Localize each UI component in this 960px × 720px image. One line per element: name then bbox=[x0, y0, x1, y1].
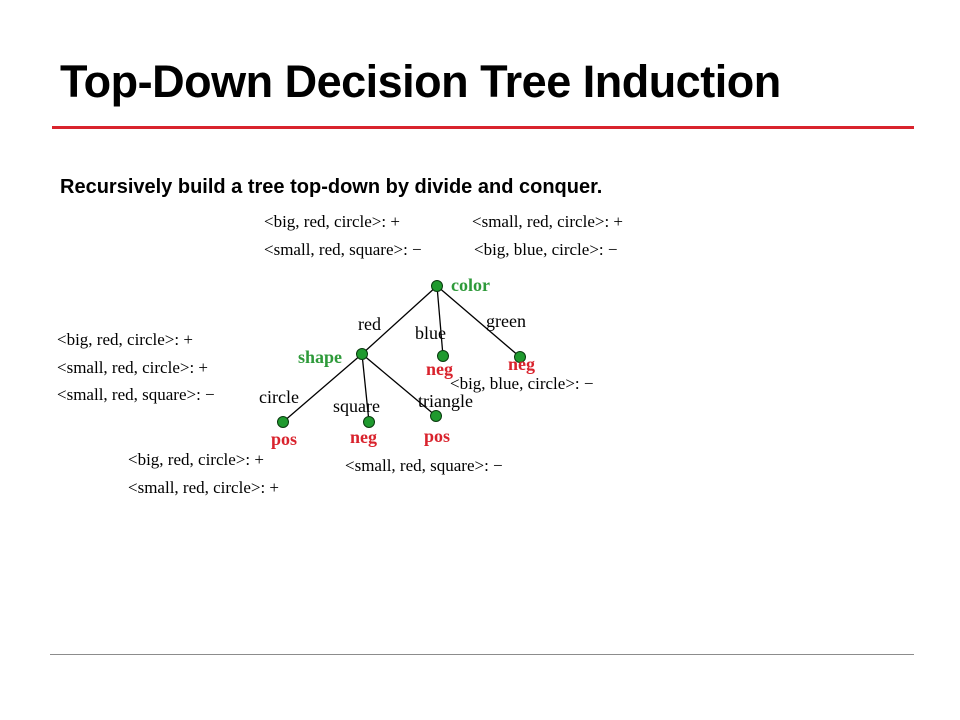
root-example-1: <big, red, circle>: + bbox=[264, 212, 400, 231]
leaf-label-square: neg bbox=[350, 427, 377, 447]
circle-example-1: <big, red, circle>: + bbox=[128, 450, 264, 469]
red-example-1: <big, red, circle>: + bbox=[57, 330, 193, 349]
shape-node bbox=[357, 349, 368, 360]
branch-label-circle: circle bbox=[259, 387, 299, 407]
blue-example-1: <big, blue, circle>: − bbox=[450, 374, 594, 393]
shape-attribute-label: shape bbox=[298, 347, 343, 367]
branch-label-square: square bbox=[333, 396, 380, 416]
branch-label-red: red bbox=[358, 314, 381, 334]
branch-label-triangle: triangle bbox=[418, 391, 473, 411]
slide-title: Top-Down Decision Tree Induction bbox=[60, 56, 781, 107]
slide-subtitle: Recursively build a tree top-down by divide and conquer. bbox=[60, 176, 603, 198]
root-example-4: <big, blue, circle>: − bbox=[474, 240, 618, 259]
leaf-label-blue: neg bbox=[426, 359, 453, 379]
edge-color-blue bbox=[437, 286, 443, 356]
color-node bbox=[432, 281, 443, 292]
branch-label-green: green bbox=[486, 311, 526, 331]
leaf-label-green: neg bbox=[508, 354, 535, 374]
root-example-3: <small, red, square>: − bbox=[264, 240, 422, 259]
leaf-label-circle: pos bbox=[271, 429, 298, 449]
leaf-label-triangle: pos bbox=[424, 426, 451, 446]
color-attribute-label: color bbox=[451, 275, 490, 295]
root-example-2: <small, red, circle>: + bbox=[472, 212, 624, 231]
leaf-square-node bbox=[364, 417, 375, 428]
red-example-2: <small, red, circle>: + bbox=[57, 358, 209, 377]
branch-label-blue: blue bbox=[415, 323, 446, 343]
footer-divider bbox=[50, 654, 914, 655]
circle-example-2: <small, red, circle>: + bbox=[128, 478, 280, 497]
red-example-3: <small, red, square>: − bbox=[57, 385, 215, 404]
square-example-1: <small, red, square>: − bbox=[345, 456, 503, 475]
leaf-circle-node bbox=[278, 417, 289, 428]
leaf-triangle-node bbox=[431, 411, 442, 422]
